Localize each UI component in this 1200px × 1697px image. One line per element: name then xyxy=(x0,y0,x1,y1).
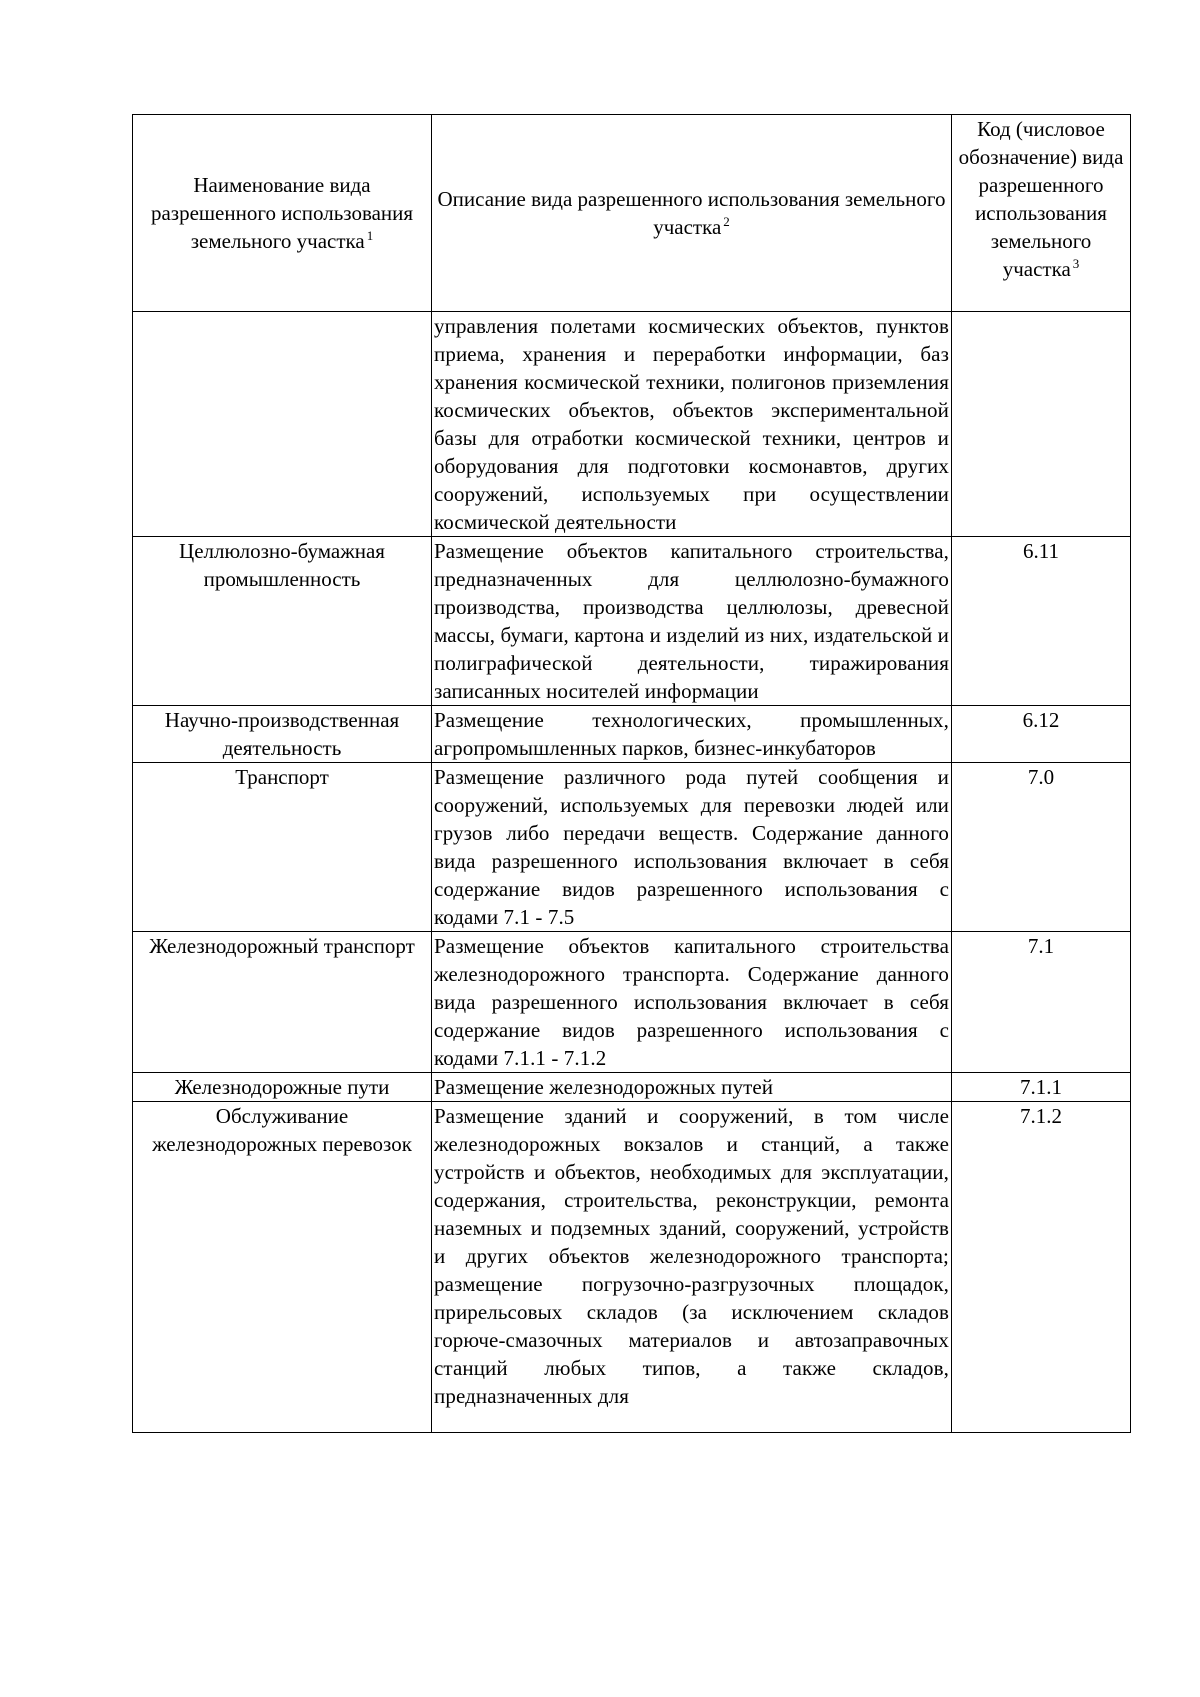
row-code: 6.11 xyxy=(952,537,1131,706)
row-code: 7.0 xyxy=(952,763,1131,932)
footnote-mark: 3 xyxy=(1072,256,1080,271)
table-row xyxy=(133,312,1131,537)
table-header-row xyxy=(133,115,1131,312)
land-use-classifier-table xyxy=(132,114,1131,1433)
row-name: Транспорт xyxy=(133,763,432,932)
footnote-mark: 2 xyxy=(723,214,730,229)
row-name: Железнодорожные пути xyxy=(133,1073,432,1102)
header-code-text: Код (числовое обозначение) вида разрешенного использования земельного участка xyxy=(958,117,1124,281)
row-name: Обслуживание железнодорожных перевозок xyxy=(133,1102,432,1433)
table-row xyxy=(133,706,1131,763)
table-row xyxy=(133,1102,1131,1433)
row-description xyxy=(432,1102,952,1433)
table-row xyxy=(133,1073,1131,1102)
row-code xyxy=(952,312,1131,537)
row-description: Размещение различного рода путей сообщения и сооружений, используемых для перевозки людей или грузов либо передачи веществ. Содержание данного вида разрешенного использования включает в себя содержание видов разрешенного использования с кодами 7.1 - 7.5 xyxy=(432,763,952,932)
row-code: 7.1 xyxy=(952,932,1131,1073)
row-name: Железнодорожный транспорт xyxy=(133,932,432,1073)
row-name: Научно-производственная деятельность xyxy=(133,706,432,763)
row-code: 7.1.2 xyxy=(952,1102,1131,1433)
header-description-column xyxy=(432,115,952,312)
row-description: Размещение объектов капитального строительства, предназначенных для целлюлозно-бумажного производства, производства целлюлозы, древесной массы, бумаги, картона и изделий из них, издательской и полиграфической деятельности, тиражирования записанных носителей информации xyxy=(432,537,952,706)
header-code-column xyxy=(952,115,1131,312)
row-description: Размещение железнодорожных путей xyxy=(432,1073,952,1102)
footnote-mark: 1 xyxy=(366,228,374,243)
row-name xyxy=(133,312,432,537)
row-description: управления полетами космических объектов, пунктов приема, хранения и переработки информации, баз хранения космической техники, полигонов приземления космических объектов, объектов экспериментальной базы для отработки космической техники, центров и оборудования для подготовки космонавтов, других сооружений, используемых при осуществлении космической деятельности xyxy=(432,312,952,537)
row-description: Размещение технологических, промышленных, агропромышленных парков, бизнес-инкубаторов xyxy=(432,706,952,763)
table-row xyxy=(133,763,1131,932)
row-code: 7.1.1 xyxy=(952,1073,1131,1102)
header-name-column xyxy=(133,115,432,312)
header-name-text: Наименование вида разрешенного использования земельного участка xyxy=(150,173,414,253)
row-code: 6.12 xyxy=(952,706,1131,763)
table-row xyxy=(133,932,1131,1073)
row-description-text: Размещение зданий и сооружений, в том числе железнодорожных вокзалов и станций, а также устройств и объектов, необходимых для эксплуатации, содержания, строительства, реконструкции, ремонта наземных и подземных зданий, сооружений, устройств и других объектов железнодорожного транспорта; размещение погрузочно-разгрузочных площадок, прирельсовых складов (за исключением складов горюче-смазочных материалов и автозаправочных станций любых типов, а также складов, предназначенных для xyxy=(434,1104,949,1408)
row-name: Целлюлозно-бумажная промышленность xyxy=(133,537,432,706)
header-description-text: Описание вида разрешенного использования земельного участка xyxy=(437,187,946,239)
table-row xyxy=(133,537,1131,706)
row-description: Размещение объектов капитального строительства железнодорожного транспорта. Содержание данного вида разрешенного использования включает в себя содержание видов разрешенного использования с кодами 7.1.1 - 7.1.2 xyxy=(432,932,952,1073)
